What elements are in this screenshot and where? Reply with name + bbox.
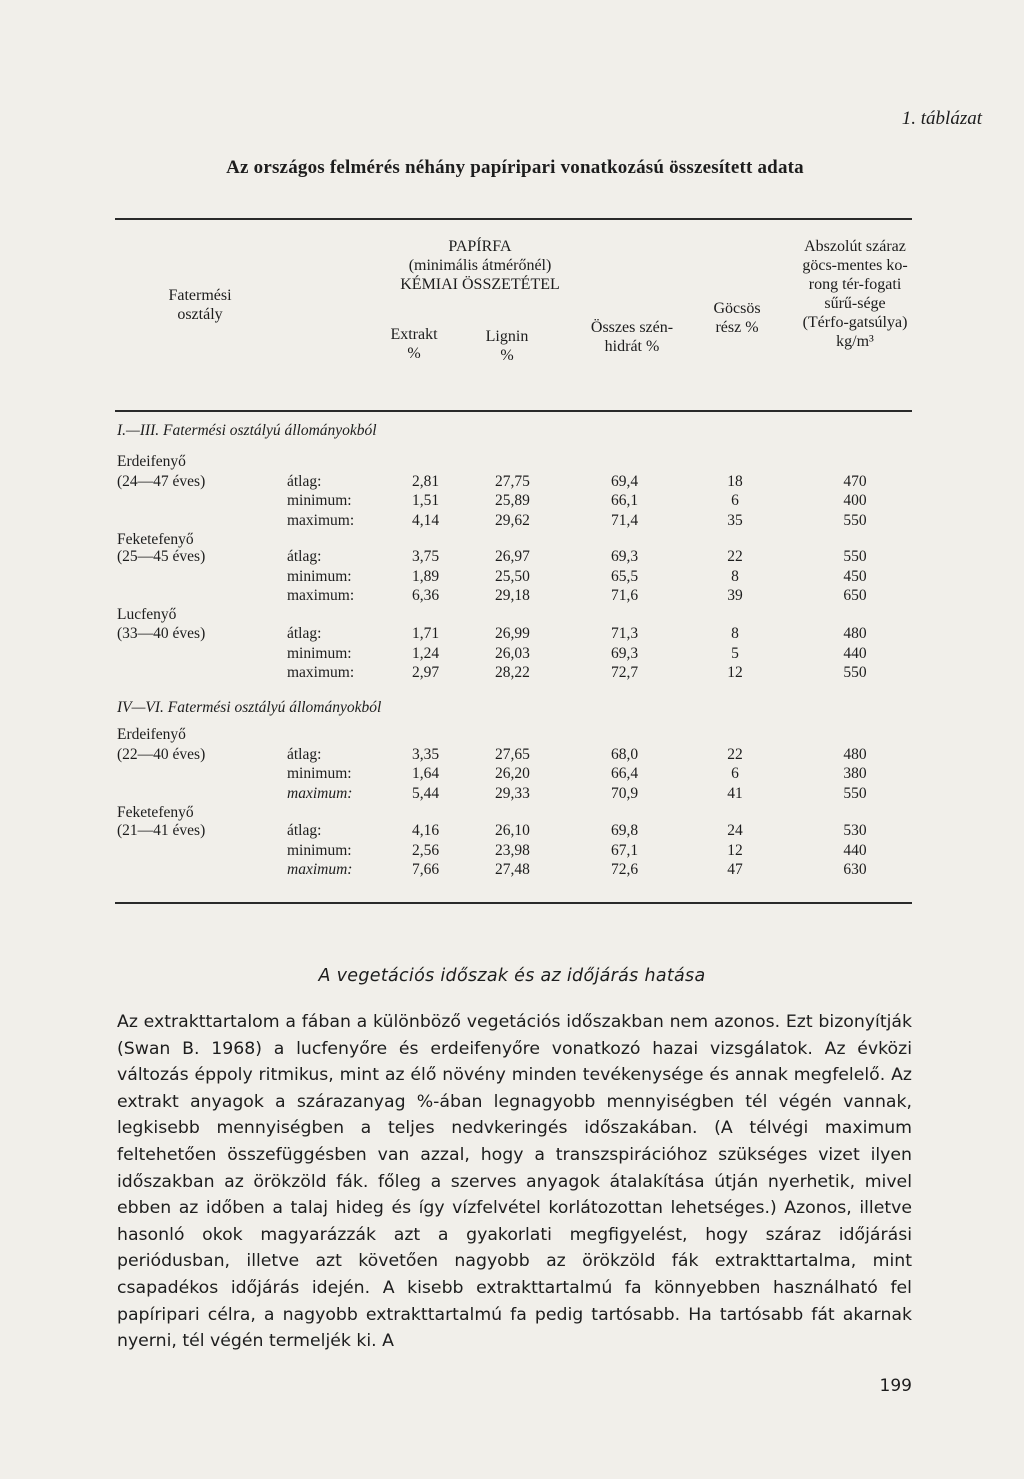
cell-extrakt: 6,36: [412, 587, 440, 604]
cell-terfogat: 550: [843, 512, 867, 529]
cell-extrakt: 2,56: [412, 842, 440, 859]
stat-label: maximum:: [287, 512, 355, 529]
cell-terfogat: 550: [843, 664, 867, 681]
stat-label: átlag:: [287, 548, 322, 565]
cell-lignin: 29,18: [495, 587, 530, 604]
cell-extrakt: 3,35: [412, 746, 440, 763]
stat-label: minimum:: [287, 765, 352, 782]
cell-lignin: 27,75: [495, 473, 530, 490]
cell-gocsos: 8: [731, 568, 739, 585]
cell-szenhidrat: 69,8: [611, 822, 639, 839]
cell-terfogat: 530: [843, 822, 867, 839]
cell-extrakt: 4,14: [412, 512, 440, 529]
cell-gocsos: 24: [727, 822, 743, 839]
cell-szenhidrat: 72,6: [611, 861, 639, 878]
species-name: Lucfenyő: [117, 606, 177, 623]
cell-gocsos: 41: [727, 785, 743, 802]
stat-label: minimum:: [287, 645, 352, 662]
header-gocsos: Göcsös rész %: [713, 300, 761, 336]
table-row: [0, 624, 1024, 644]
table-row: [0, 745, 1024, 765]
table-top-rule: [115, 218, 912, 220]
cell-extrakt: 2,81: [412, 473, 440, 490]
group-species-row: [0, 452, 1024, 472]
cell-gocsos: 18: [727, 473, 743, 490]
section-title: IV—VI. Fatermési osztályú állományokból: [117, 699, 382, 716]
header-papirfa-line1: PAPÍRFA: [448, 238, 512, 255]
header-abszolut: Abszolút száraz göcs-mentes ko-rong tér-fogati sűrű-sége (Térfo-gatsúlya) kg/m³: [802, 238, 908, 350]
cell-lignin: 25,50: [495, 568, 530, 585]
table-row: [0, 472, 1024, 492]
section-title: I.—III. Fatermési osztályú állományokból: [117, 422, 377, 439]
cell-extrakt: 5,44: [412, 785, 440, 802]
page-number: 199: [879, 1376, 912, 1396]
table-row: [0, 764, 1024, 784]
stat-label: átlag:: [287, 746, 322, 763]
stat-label: minimum:: [287, 568, 352, 585]
body-paragraph: Az extrakttartalom a fában a különböző vegetációs időszakban nem azonos. Ezt bizonyítják (Swan B. 1968) a lucfenyőre és erdeifenyőre vonatkozó hazai vizsgálatok. Az évközi változás éppoly ritmikus, mint az élő növény minden tevékenysége és annak megfelelő. Az extrakt anyagok a szárazanyag %-ában legnagyobb mennyiségben tél végén vannak, legkisebb mennyiségben a teljes nedvkeringés időszakában. (A télvégi maximum feltehetően összefüggésben van azzal, hogy a transzspirációhoz szükséges vizet ilyen időszakban az örökzöld fák. főleg a szerves anyagok átalakítása útján nyerhetik, mivel ebben az időben a talaj hideg és így vízfelvétel korlátozottan lehetséges.) Azonos, illetve hasonló okok magyarázzák azt a gyakorlati megfigyelést, hogy száraz időjárási periódusban, illetve azt követően nagyobb az örökzöld fák extrakttartalma, mint csapadékos időjárás idején. A kisebb extrakttartalmú fa könnyebben használható fel papíripari célra, a nagyobb extrakttartalmú fa pedig tartósabb. Ha tartósabb fát akarnak nyerni, tél végén termeljék ki. A: [117, 1012, 912, 1352]
cell-terfogat: 650: [843, 587, 867, 604]
species-name: Feketefenyő: [117, 531, 194, 548]
stat-label: maximum:: [287, 664, 355, 681]
cell-terfogat: 440: [843, 842, 867, 859]
cell-gocsos: 8: [731, 625, 739, 642]
header-fatermesi: Fatermési osztály: [168, 287, 232, 323]
header-osszes: Összes szén-hidrát %: [590, 319, 674, 355]
cell-szenhidrat: 69,4: [611, 473, 639, 490]
table-row: [0, 586, 1024, 606]
stat-label: minimum:: [287, 492, 352, 509]
cell-extrakt: 7,66: [412, 861, 440, 878]
cell-gocsos: 35: [727, 512, 743, 529]
cell-extrakt: 1,89: [412, 568, 440, 585]
cell-szenhidrat: 69,3: [611, 645, 639, 662]
group-species-row: [0, 605, 1024, 625]
section-heading: A vegetációs időszak és az időjárás hatása: [318, 966, 706, 986]
cell-lignin: 29,33: [495, 785, 530, 802]
cell-lignin: 26,97: [495, 548, 530, 565]
table-row: [0, 491, 1024, 511]
stat-label: átlag:: [287, 822, 322, 839]
cell-gocsos: 5: [731, 645, 739, 662]
species-name: Feketefenyő: [117, 804, 194, 821]
cell-lignin: 23,98: [495, 842, 530, 859]
cell-szenhidrat: 67,1: [611, 842, 639, 859]
cell-terfogat: 400: [843, 492, 867, 509]
header-papirfa: [370, 237, 590, 294]
cell-terfogat: 550: [843, 785, 867, 802]
cell-gocsos: 22: [727, 746, 743, 763]
cell-szenhidrat: 66,1: [611, 492, 639, 509]
cell-extrakt: 4,16: [412, 822, 440, 839]
cell-lignin: 25,89: [495, 492, 530, 509]
stat-label: átlag:: [287, 625, 322, 642]
cell-gocsos: 22: [727, 548, 743, 565]
cell-szenhidrat: 71,4: [611, 512, 639, 529]
cell-terfogat: 450: [843, 568, 867, 585]
cell-szenhidrat: 71,3: [611, 625, 639, 642]
table-row: [0, 860, 1024, 880]
cell-gocsos: 12: [727, 664, 743, 681]
cell-szenhidrat: 69,3: [611, 548, 639, 565]
cell-gocsos: 6: [731, 765, 739, 782]
header-extrakt: Extrakt %: [390, 326, 438, 362]
cell-lignin: 26,10: [495, 822, 530, 839]
table-row: [0, 784, 1024, 804]
table-row: [0, 841, 1024, 861]
table-row: [0, 567, 1024, 587]
cell-szenhidrat: 66,4: [611, 765, 639, 782]
species-age: (33—40 éves): [117, 625, 206, 642]
header-papirfa-line3: KÉMIAI ÖSSZETÉTEL: [400, 276, 560, 293]
cell-lignin: 26,99: [495, 625, 530, 642]
table-row: [0, 821, 1024, 841]
species-age: (24—47 éves): [117, 473, 206, 490]
cell-lignin: 27,48: [495, 861, 530, 878]
table-row: [0, 547, 1024, 567]
group-species-row: [0, 725, 1024, 745]
cell-terfogat: 480: [843, 625, 867, 642]
stat-label: maximum:: [287, 785, 353, 802]
cell-szenhidrat: 72,7: [611, 664, 639, 681]
cell-szenhidrat: 68,0: [611, 746, 639, 763]
cell-gocsos: 47: [727, 861, 743, 878]
cell-szenhidrat: 70,9: [611, 785, 639, 802]
cell-gocsos: 39: [727, 587, 743, 604]
table-title: Az országos felmérés néhány papíripari vonatkozású összesített adata: [226, 157, 804, 178]
table-row: [0, 511, 1024, 531]
table-label: 1. táblázat: [901, 108, 982, 129]
cell-lignin: 26,20: [495, 765, 530, 782]
species-name: Erdeifenyő: [117, 726, 186, 743]
cell-gocsos: 6: [731, 492, 739, 509]
species-name: Erdeifenyő: [117, 453, 186, 470]
cell-lignin: 26,03: [495, 645, 530, 662]
cell-terfogat: 480: [843, 746, 867, 763]
cell-lignin: 28,22: [495, 664, 530, 681]
table-header-rule: [115, 410, 912, 412]
table-bottom-rule: [115, 902, 912, 904]
cell-szenhidrat: 65,5: [611, 568, 639, 585]
header-papirfa-line2: (minimális átmérőnél): [408, 257, 552, 274]
table-row: [0, 663, 1024, 683]
cell-lignin: 27,65: [495, 746, 530, 763]
species-age: (21—41 éves): [117, 822, 206, 839]
stat-label: minimum:: [287, 842, 352, 859]
stat-label: maximum:: [287, 587, 355, 604]
cell-extrakt: 3,75: [412, 548, 440, 565]
cell-extrakt: 1,51: [412, 492, 440, 509]
species-age: (22—40 éves): [117, 746, 206, 763]
stat-label: maximum:: [287, 861, 353, 878]
cell-extrakt: 1,71: [412, 625, 440, 642]
stat-label: átlag:: [287, 473, 322, 490]
cell-szenhidrat: 71,6: [611, 587, 639, 604]
cell-terfogat: 470: [843, 473, 867, 490]
table-row: [0, 644, 1024, 664]
species-age: (25—45 éves): [117, 548, 206, 565]
cell-gocsos: 12: [727, 842, 743, 859]
cell-extrakt: 1,64: [412, 765, 440, 782]
cell-terfogat: 630: [843, 861, 867, 878]
header-lignin: Lignin %: [485, 328, 529, 364]
cell-extrakt: 2,97: [412, 664, 440, 681]
cell-lignin: 29,62: [495, 512, 530, 529]
group-species-row: [0, 803, 1024, 823]
cell-terfogat: 440: [843, 645, 867, 662]
cell-extrakt: 1,24: [412, 645, 440, 662]
cell-terfogat: 380: [843, 765, 867, 782]
cell-terfogat: 550: [843, 548, 867, 565]
